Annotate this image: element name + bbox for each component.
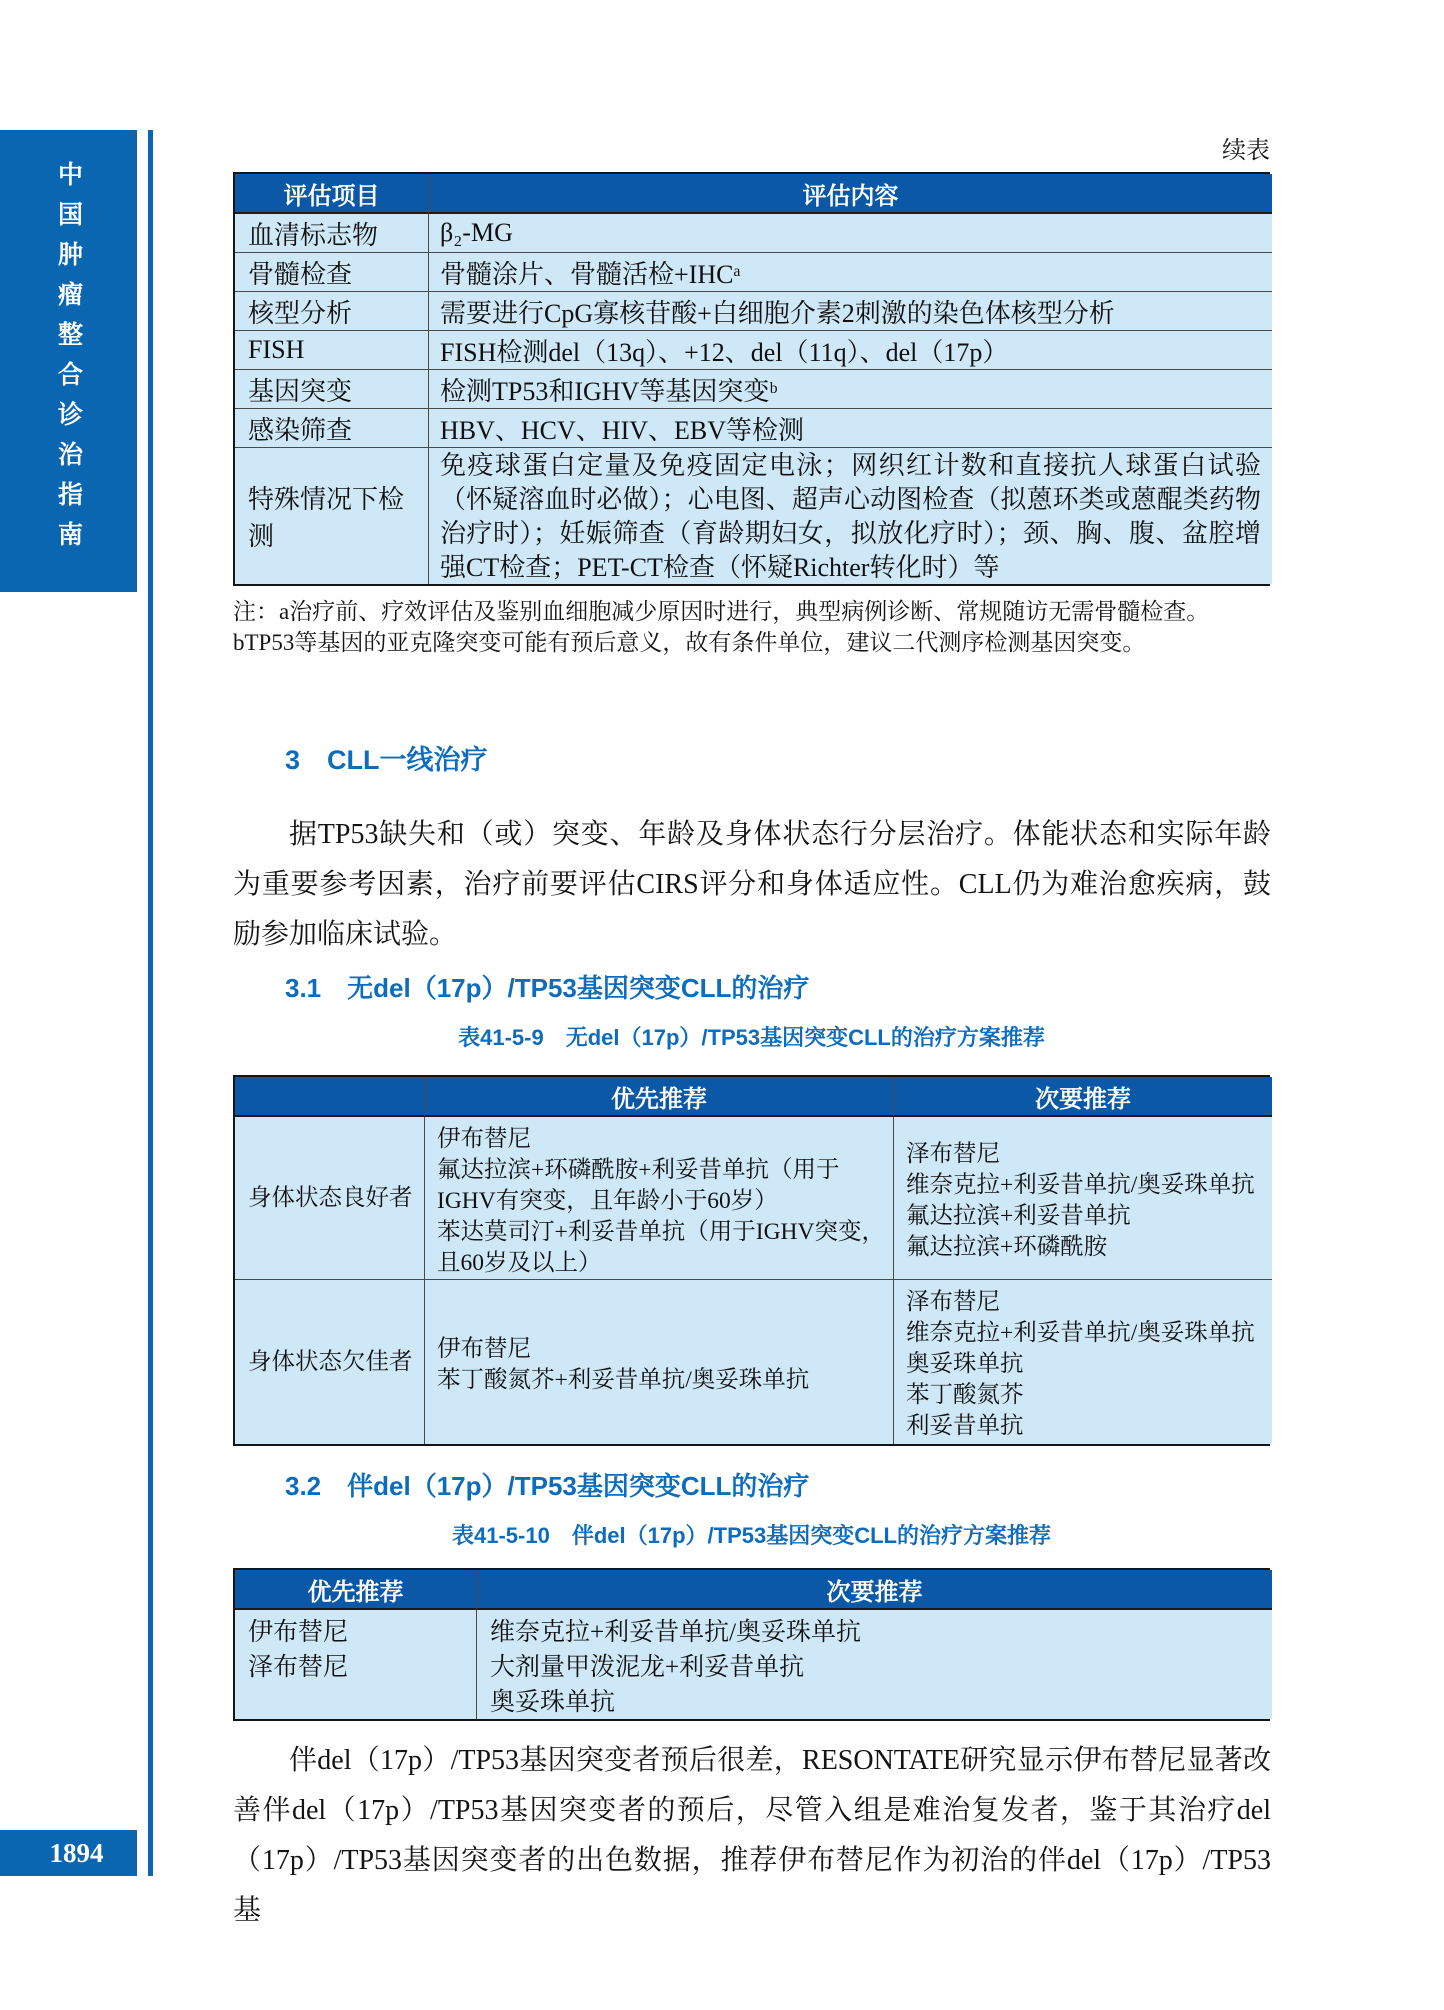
treatment-option: 大剂量甲泼泥龙+利妥昔单抗: [490, 1654, 805, 1681]
secondary-cell: [894, 1117, 1272, 1280]
secondary-cell: [477, 1610, 1272, 1719]
column-header-preferred: 优先推荐: [425, 1077, 894, 1117]
row-content: 检测TP53和IGHV等基因突变ᵇ: [429, 370, 1272, 409]
secondary-cell: [894, 1280, 1272, 1444]
row-label: 身体状态欠佳者: [235, 1280, 425, 1444]
row-label: 血清标志物: [235, 214, 429, 253]
preferred-cell: [425, 1280, 894, 1444]
table-note: [233, 596, 1273, 658]
section-3-heading: 3 CLL一线治疗: [285, 745, 488, 775]
treatment-table-no-del17p: [233, 1075, 1270, 1446]
treatment-option: 维奈克拉+利妥昔单抗/奥妥珠单抗: [490, 1619, 862, 1646]
column-header-secondary: 次要推荐: [894, 1077, 1272, 1117]
treatment-option: 维奈克拉+利妥昔单抗/奥妥珠单抗: [906, 1320, 1255, 1346]
treatment-option: 奥妥珠单抗: [906, 1351, 1024, 1377]
row-label: FISH: [235, 331, 429, 370]
column-header-preferred: 优先推荐: [235, 1570, 477, 1610]
row-label: 核型分析: [235, 292, 429, 331]
treatment-option: 伊布替尼: [437, 1126, 531, 1152]
evaluation-table: [233, 172, 1270, 586]
table-note-line: 注：a治疗前、疗效评估及鉴别血细胞减少原因时进行，典型病例诊断、常规随访无需骨髓检查。: [233, 599, 1210, 624]
row-label: 身体状态良好者: [235, 1117, 425, 1280]
row-content: HBV、HCV、HIV、EBV等检测: [429, 409, 1272, 448]
page-number: 1894: [49, 1837, 104, 1868]
treatment-option: 氟达拉滨+利妥昔单抗: [906, 1202, 1131, 1229]
column-header-content: 评估内容: [429, 174, 1272, 214]
page-number-badge: [0, 1830, 137, 1876]
table-41-5-9-caption: 表41-5-9 无del（17p）/TP53基因突变CLL的治疗方案推荐: [458, 1025, 1045, 1050]
book-spine: [0, 130, 137, 592]
section-3-1-heading: 3.1 无del（17p）/TP53基因突变CLL的治疗: [285, 973, 810, 1003]
treatment-option: 利妥昔单抗: [906, 1413, 1024, 1439]
row-content: β₂-MG: [429, 214, 1272, 253]
continued-table-label: 续表: [1222, 138, 1270, 164]
spine-divider-line: [148, 130, 153, 1876]
row-label: 基因突变: [235, 370, 429, 409]
section-3-2-heading: 3.2 伴del（17p）/TP53基因突变CLL的治疗: [285, 1471, 810, 1501]
treatment-option: 苯达莫司汀+利妥昔单抗（用于IGHV突变，且60岁及以上）: [437, 1219, 885, 1276]
column-header-secondary: 次要推荐: [477, 1570, 1272, 1610]
treatment-option: 伊布替尼: [437, 1335, 531, 1362]
row-content: 骨髓涂片、骨髓活检+IHCᵃ: [429, 253, 1272, 292]
row-label: 骨髓检查: [235, 253, 429, 292]
treatment-option: 氟达拉滨+环磷酰胺+利妥昔单抗（用于IGHV有突变，且年龄小于60岁）: [437, 1157, 840, 1214]
treatment-option: 泽布替尼: [906, 1140, 1000, 1167]
treatment-option: 奥妥珠单抗: [490, 1689, 616, 1716]
row-content: FISH检测del（13q）、+12、del（11q）、del（17p）: [429, 331, 1272, 370]
treatment-option: 伊布替尼: [248, 1619, 349, 1646]
treatment-option: 苯丁酸氮芥+利妥昔单抗/奥妥珠单抗: [437, 1366, 810, 1393]
preferred-cell: [235, 1610, 477, 1719]
table-41-5-10-caption: 表41-5-10 伴del（17p）/TP53基因突变CLL的治疗方案推荐: [452, 1523, 1051, 1548]
spine-title: 中国肿瘤整合诊治指南: [54, 161, 83, 561]
row-content: 需要进行CpG寡核苷酸+白细胞介素2刺激的染色体核型分析: [429, 292, 1272, 331]
row-content: 免疫球蛋白定量及免疫固定电泳；网织红计数和直接抗人球蛋白试验（怀疑溶血时必做）；心电图、超声心动图检查（拟蒽环类或蒽醌类药物治疗时）；妊娠筛查（育龄期妇女，拟放化疗时）；颈、胸、腹、盆腔增强CT检查；PET-CT检查（怀疑Richter转化时）等: [429, 448, 1272, 584]
section-3-paragraph: 据TP53缺失和（或）突变、年龄及身体状态行分层治疗。体能状态和实际年龄为重要参考因素，治疗前要评估CIRS评分和身体适应性。CLL仍为难治愈疾病，鼓励参加临床试验。: [233, 819, 1271, 950]
closing-paragraph: 伴del（17p）/TP53基因突变者预后很差，RESONTATE研究显示伊布替尼显著改善伴del（17p）/TP53基因突变者的预后，尽管入组是难治复发者，鉴于其治疗del（17p）/TP53基因突变者的出色数据，推荐伊布替尼作为初治的伴del（17p）/TP53基: [233, 1745, 1271, 1926]
column-header-item: 评估项目: [235, 174, 429, 214]
treatment-option: 维奈克拉+利妥昔单抗/奥妥珠单抗: [906, 1171, 1255, 1198]
row-label: 特殊情况下检测: [235, 448, 429, 584]
treatment-option: 泽布替尼: [906, 1289, 1000, 1315]
column-header-blank: [235, 1077, 425, 1117]
table-note-line: bTP53等基因的亚克隆突变可能有预后意义，故有条件单位，建议二代测序检测基因突变。: [233, 630, 1146, 655]
preferred-cell: [425, 1117, 894, 1280]
treatment-option: 氟达拉滨+环磷酰胺: [906, 1233, 1108, 1260]
treatment-option: 苯丁酸氮芥: [906, 1382, 1024, 1408]
treatment-table-del17p: [233, 1568, 1270, 1721]
row-label: 感染筛查: [235, 409, 429, 448]
treatment-option: 泽布替尼: [248, 1654, 349, 1681]
